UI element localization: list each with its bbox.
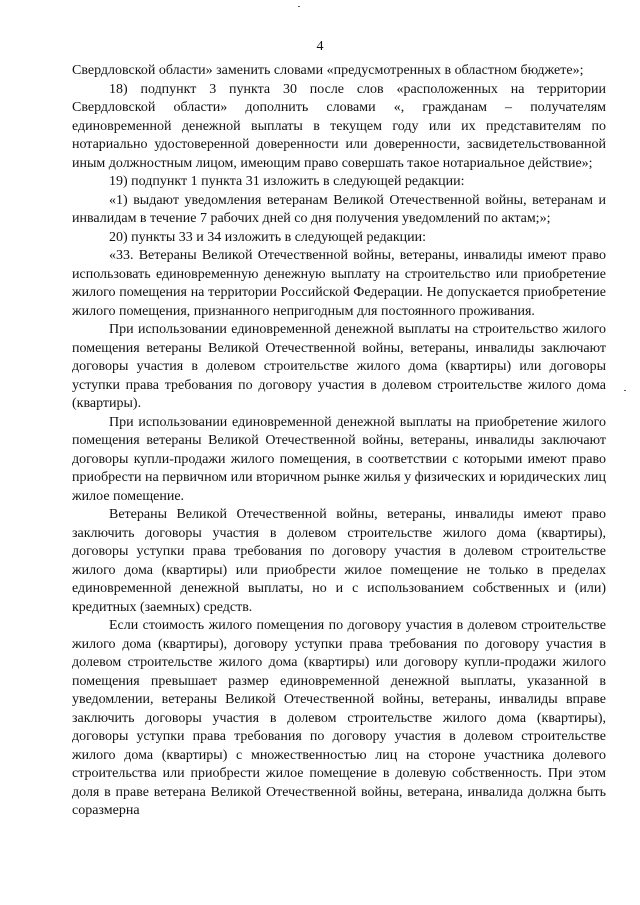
paragraph-clause-33: «33. Ветераны Великой Отечественной войны, ветераны, инвалиды имеют право использовать единовременную денежную выплату на строительство или приобретение жилого помещения на территории Российской Федерации. Не допускается приобретение жилого помещения, признанного непригодным для постоянного проживания. [72,248,606,319]
document-body [72,62,606,821]
paragraph-cost-exceeds: Если стоимость жилого помещения по договору участия в долевом строительстве жилого дома (квартиры), договору уступки права требования по договору участия в долевом строительстве жилого дома (квартиры) или договору купли-продажи жилого помещения превышает размер единовременной денежной выплаты, указанной в уведомлении, ветераны Великой Отечественной войны, ветераны, инвалиды вправе заключить договоры участия в долевом строительстве жилого дома (квартиры), договоры уступки права требования по договору участия в долевом строительстве жилого дома (квартиры) с множественностью лиц на стороне участника долевого строительства или приобрести жилое помещение в долевую собственность. При этом доля в праве ветерана Великой Отечественной войны, ветерана, инвалида должна быть соразмерна [72,618,606,818]
scan-speck [624,390,626,391]
paragraph-purchase: При использовании единовременной денежной выплаты на приобретение жилого помещения ветераны Великой Отечественной войны, ветераны, инвалиды заключают договоры купли-продажи жилого помещения, в соответствии с которыми имеют право приобрести на первичном или вторичном рынке жилья у физических и юридических лиц жилое помещение. [72,414,606,504]
paragraph-item-20: 20) пункты 33 и 34 изложить в следующей редакции: [109,229,427,245]
paragraph-construction: При использовании единовременной денежной выплаты на строительство жилого помещения ветераны Великой Отечественной войны, ветераны, инвалиды заключают договоры участия в долевом строительстве жилого дома (квартиры) или договоры уступки права требования по договору участия в долевом строительстве жилого дома (квартиры). [72,322,606,411]
paragraph-continuation: Свердловской области» заменить словами «предусмотренных в областном бюджете»; [72,63,584,78]
paragraph-item-18: 18) подпункт 3 пункта 30 после слов «расположенных на территории Свердловской области» дополнить словами «, гражданам – получателям единовременной денежной выплаты в текущем году или их представителям по нотариально удостоверенной доверенности или доверенности, засвидетельствованной иным должностным лицом, имеющим право совершать такое нотариальное действие»; [72,81,606,171]
page-number: 4 [316,39,324,54]
scan-speck [298,6,300,7]
paragraph-item-19: 19) подпункт 1 пункта 31 изложить в следующей редакции: [109,174,465,189]
paragraph-item-19-text: «1) выдают уведомления ветеранам Великой Отечественной войны, ветеранам и инвалидам в течение 7 рабочих дней со дня получения уведомлений по актам;»; [72,192,606,226]
paragraph-own-funds: Ветераны Великой Отечественной войны, ветераны, инвалиды имеют право заключить договоры участия в долевом строительстве жилого дома (квартиры), договоры уступки права требования по договору участия в долевом строительстве жилого дома (квартиры) или приобрести жилое помещение не только в пределах единовременной денежной выплаты, но и с использованием собственных и (или) кредитных (заемных) средств. [72,507,606,615]
